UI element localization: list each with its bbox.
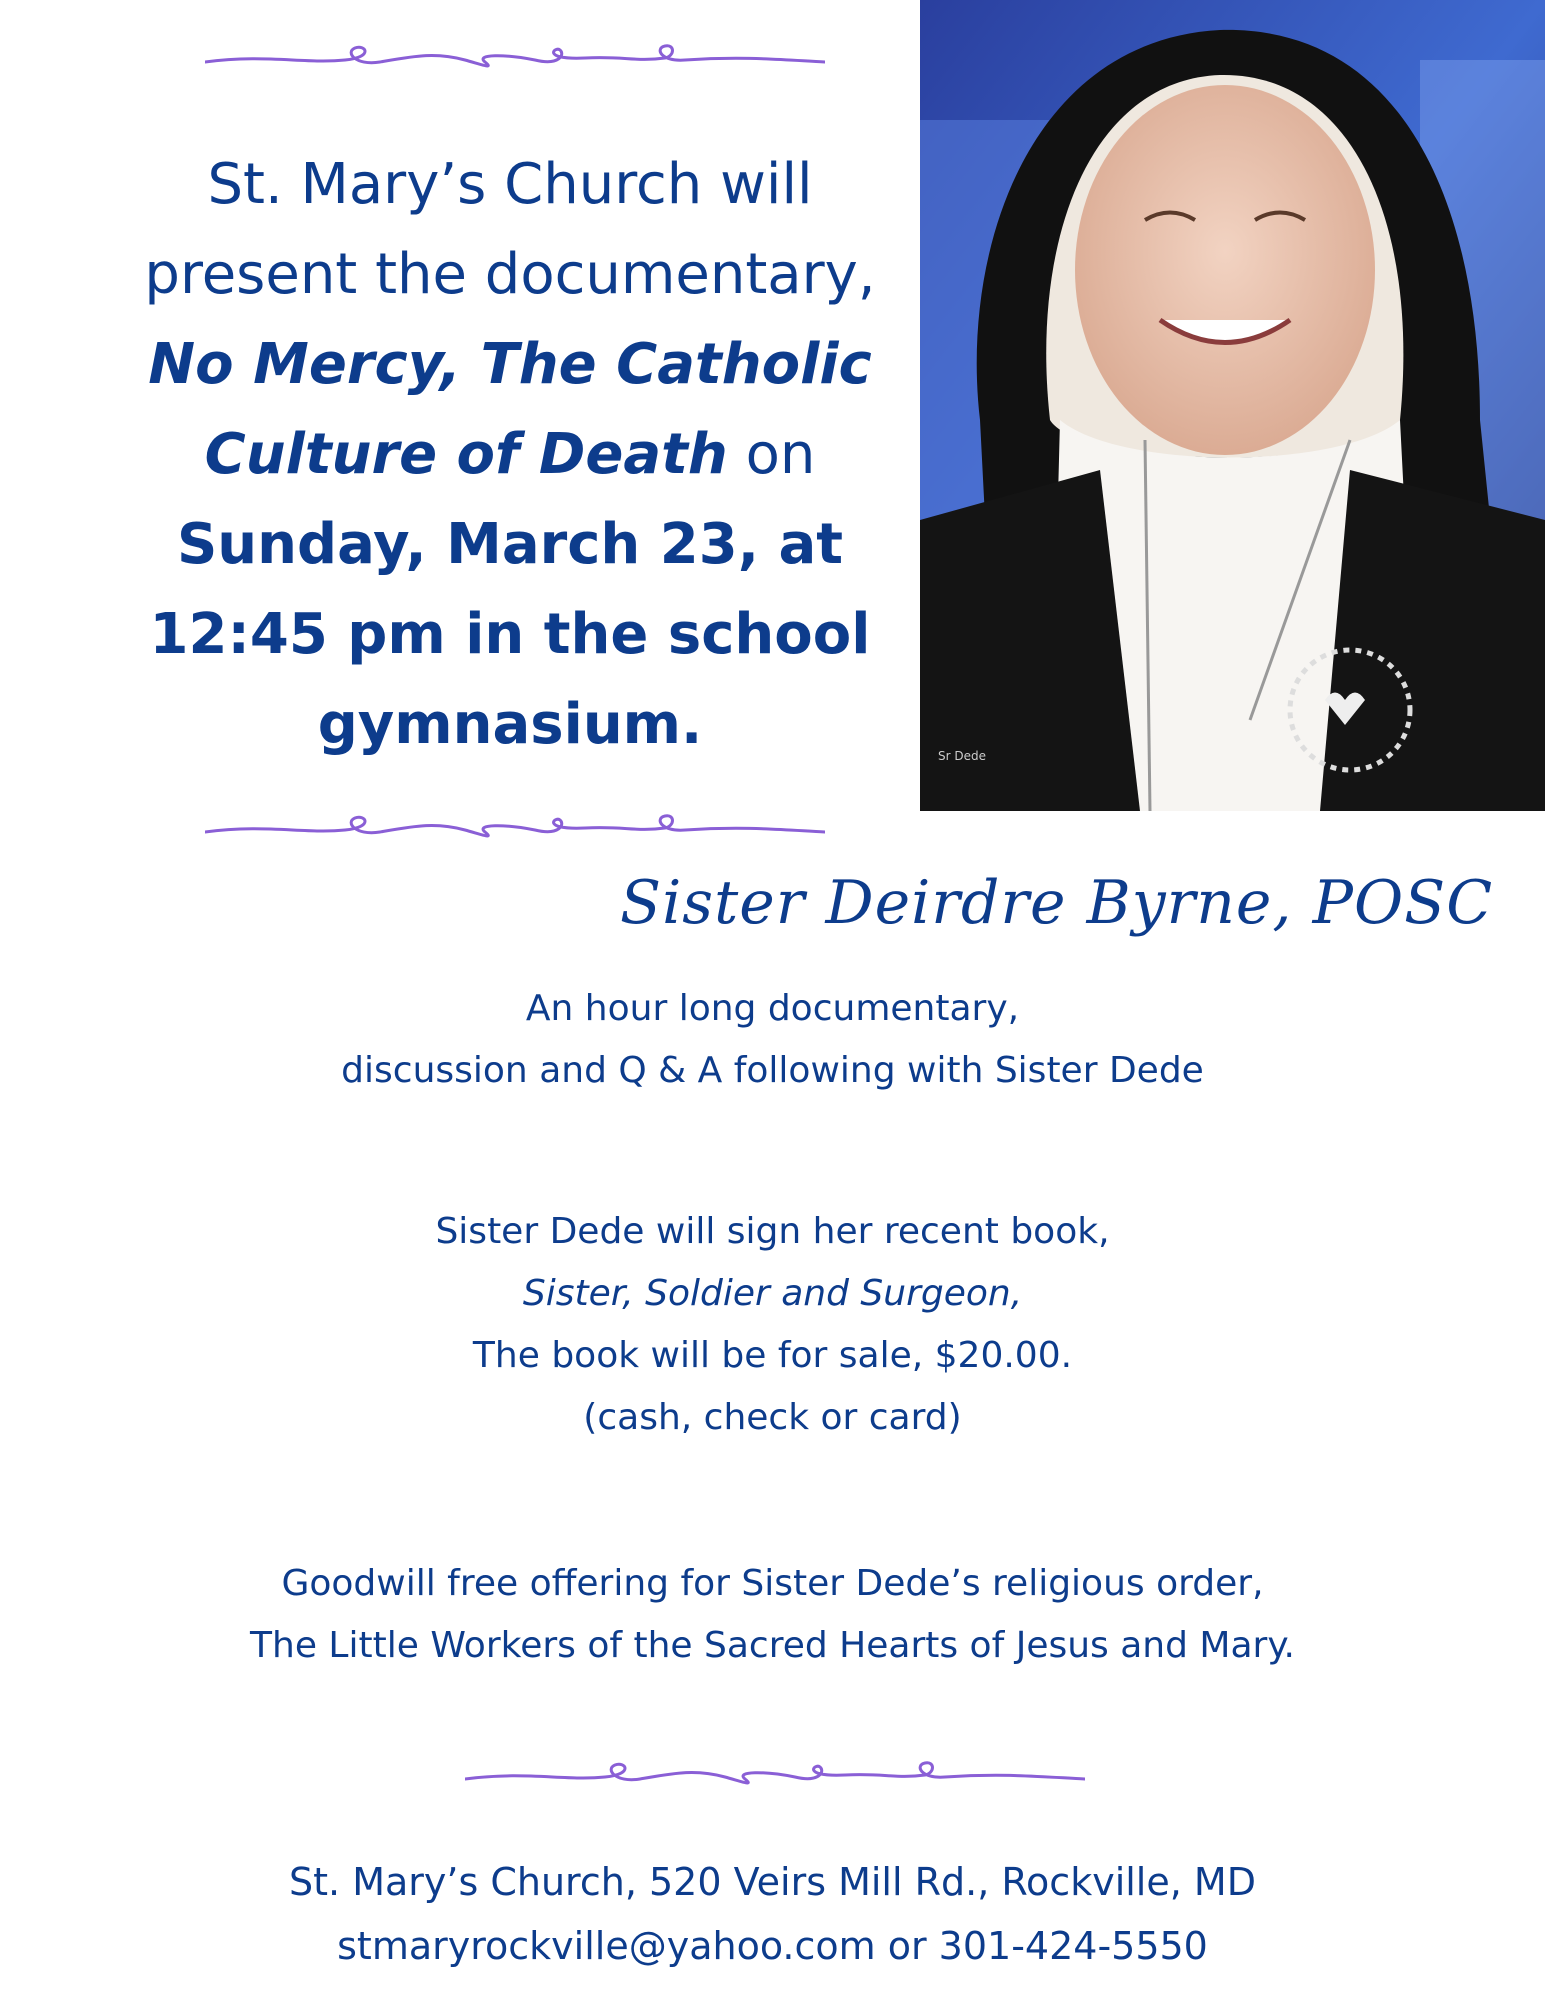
top-flourish-divider xyxy=(205,40,825,80)
speaker-signature: Sister Deirdre Byrne, POSC xyxy=(620,868,1494,938)
contact-footer xyxy=(0,1850,1545,1978)
description-line-2: discussion and Q & A following with Sister Dede xyxy=(341,1050,1204,1091)
offering-line-1: Goodwill free offering for Sister Dede’s religious order, xyxy=(281,1563,1264,1604)
portrait-illustration xyxy=(920,0,1545,811)
goodwill-offering-section xyxy=(0,1553,1545,1677)
event-description xyxy=(0,978,1545,1102)
offering-line-2: The Little Workers of the Sacred Hearts of Jesus and Mary. xyxy=(250,1625,1295,1666)
book-title: Sister, Soldier and Surgeon, xyxy=(522,1273,1023,1314)
event-place: gymnasium. xyxy=(317,692,703,757)
book-payment-methods: (cash, check or card) xyxy=(583,1397,962,1438)
book-signing-section xyxy=(0,1201,1545,1449)
bottom-flourish-divider xyxy=(465,1757,1085,1797)
documentary-title-line-1: No Mercy, The Catholic xyxy=(148,332,872,397)
event-headline xyxy=(140,140,880,770)
documentary-title-line-2: Culture of Death xyxy=(204,422,728,487)
event-time: 12:45 pm in the school xyxy=(149,602,871,667)
church-address: St. Mary’s Church, 520 Veirs Mill Rd., Rockville, MD xyxy=(289,1860,1256,1904)
headline-line-2: present the documentary, xyxy=(144,242,876,307)
book-price: The book will be for sale, $20.00. xyxy=(472,1335,1073,1376)
description-line-1: An hour long documentary, xyxy=(525,988,1020,1029)
headline-line-1: St. Mary’s Church will xyxy=(207,152,813,217)
sister-dede-portrait xyxy=(920,0,1545,811)
headline-on-word: on xyxy=(727,422,816,487)
event-date: Sunday, March 23, at xyxy=(176,512,844,577)
headline-line-4 xyxy=(140,410,880,500)
contact-email-phone: stmaryrockville@yahoo.com or 301-424-5550 xyxy=(337,1924,1208,1968)
book-line-1: Sister Dede will sign her recent book, xyxy=(435,1211,1110,1252)
middle-flourish-divider xyxy=(205,810,825,850)
photo-name-badge: Sr Dede xyxy=(938,749,986,763)
